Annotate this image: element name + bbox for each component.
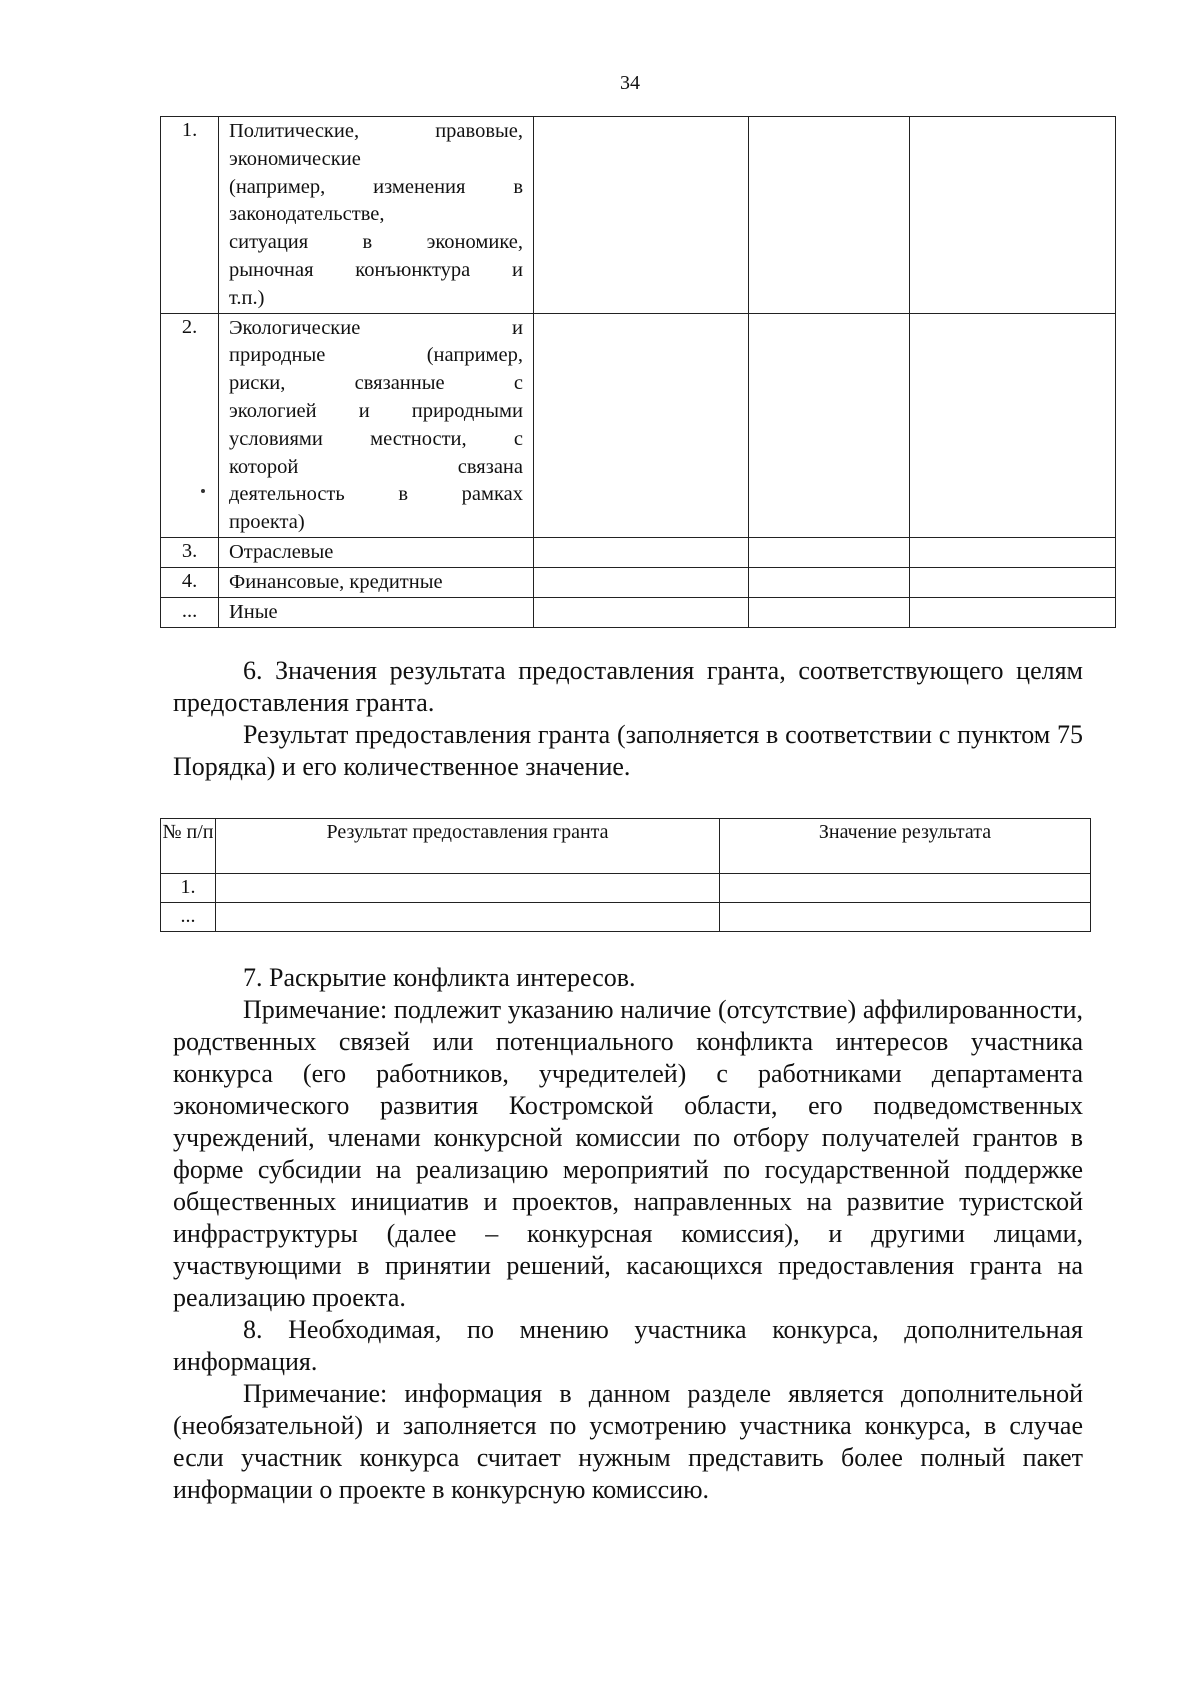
risk-category: Иные <box>219 597 534 627</box>
row-number: 2. <box>161 313 219 537</box>
row-number: 1. <box>161 117 219 314</box>
table-cell <box>720 903 1091 932</box>
risk-category: Отраслевые <box>219 537 534 567</box>
table-cell <box>749 597 910 627</box>
section-7-note: Примечание: подлежит указанию наличие (отсутствие) аффилированности, родственных связей или потенциального конфликта интересов участника конкурса (его работников, учредителей) с работниками департамента экономического развития Костромской области, его подведомственных учреждений, членами конкурсной комиссии по отбору получателей грантов в форме субсидии на реализацию мероприятий по государственной поддержке общественных инициатив и проектов, направленных на развитие туристской инфраструктуры (далее – конкурсная комиссия), и другими лицами, участвующими в принятии решений, касающихся предоставления гранта на реализацию проекта. <box>173 995 1083 1312</box>
table-row <box>161 874 1091 903</box>
column-header: № п/п <box>161 819 216 874</box>
table-cell <box>749 117 910 314</box>
table-header-row <box>161 819 1091 874</box>
table-cell <box>749 567 910 597</box>
section-7-8 <box>173 962 1083 1506</box>
table-cell <box>910 313 1116 537</box>
section-8-heading: 8. Необходимая, по мнению участника конкурса, дополнительная информация. <box>173 1315 1083 1376</box>
table-cell <box>720 874 1091 903</box>
table-cell <box>749 313 910 537</box>
row-number: ... <box>161 597 219 627</box>
table-cell <box>910 537 1116 567</box>
table-row <box>161 313 1116 537</box>
scan-speck <box>201 489 205 493</box>
table-row <box>161 537 1116 567</box>
table-cell <box>216 903 720 932</box>
section-8-note: Примечание: информация в данном разделе является дополнительной (необязательной) и заполняется по усмотрению участника конкурса, в случае если участник конкурса считает нужным представить более полный пакет информации о проекте в конкурсную комиссию. <box>173 1379 1083 1504</box>
risk-category: Финансовые, кредитные <box>219 567 534 597</box>
table-cell <box>910 117 1116 314</box>
table-cell <box>910 567 1116 597</box>
table-cell <box>216 874 720 903</box>
table-cell <box>534 597 749 627</box>
table-cell <box>534 567 749 597</box>
section-6 <box>173 655 1083 783</box>
result-table <box>160 818 1091 932</box>
table-row <box>161 903 1091 932</box>
table-row <box>161 117 1116 314</box>
table-cell <box>534 313 749 537</box>
column-header: Результат предоставления гранта <box>216 819 720 874</box>
page-number: 34 <box>620 72 640 94</box>
table-cell <box>749 537 910 567</box>
row-number: 4. <box>161 567 219 597</box>
row-number: ... <box>161 903 216 932</box>
section-6-heading: 6. Значения результата предоставления гранта, соответствующего целям предоставления гранта. <box>173 656 1083 717</box>
table-cell <box>534 117 749 314</box>
risk-category: Экологические и природные (например, риски, связанные с экологией и природными условиями местности, с которой связана деятельность в рамках проекта) <box>219 313 534 537</box>
section-6-paragraph: Результат предоставления гранта (заполняется в соответствии с пунктом 75 Порядка) и его количественное значение. <box>173 720 1083 781</box>
table-row <box>161 597 1116 627</box>
column-header: Значение результата <box>720 819 1091 874</box>
table-cell <box>534 537 749 567</box>
table-cell <box>910 597 1116 627</box>
table-row <box>161 567 1116 597</box>
risk-category: Политические, правовые, экономические (например, изменения в законодательстве, ситуация в экономике, рыночная конъюнктура и т.п.) <box>219 117 534 314</box>
risk-table <box>160 116 1116 628</box>
section-7-heading: 7. Раскрытие конфликта интересов. <box>243 963 636 992</box>
row-number: 3. <box>161 537 219 567</box>
row-number: 1. <box>161 874 216 903</box>
